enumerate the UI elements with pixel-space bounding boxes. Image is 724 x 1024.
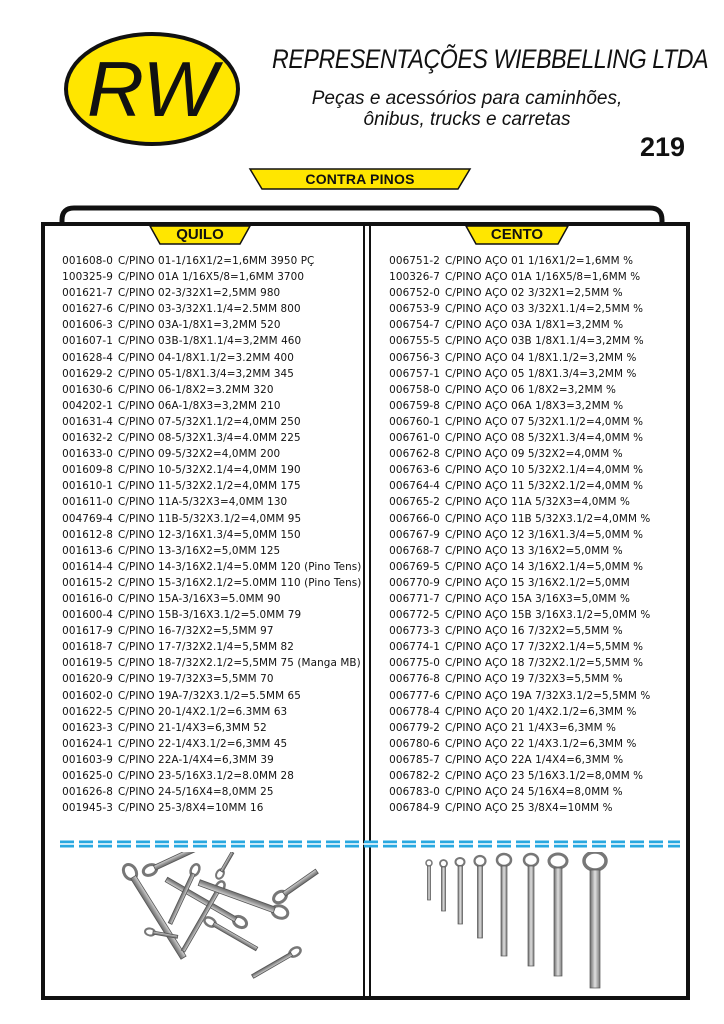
- item-description: C/PINO 10-5/32X2.1/4=4,0MM 190: [118, 464, 301, 477]
- list-item: [50, 382, 361, 398]
- item-code: 001603-9: [62, 753, 113, 766]
- list-item: [378, 671, 650, 687]
- item-code: 001616-0: [62, 592, 113, 605]
- item-code: 006783-0: [389, 786, 440, 799]
- list-item: [378, 414, 650, 430]
- item-description: C/PINO AÇO 15 3/16X2.1/2=5,0MM: [445, 576, 630, 589]
- item-description: C/PINO 11B-5/32X3.1/2=4,0MM 95: [118, 512, 302, 525]
- list-item: [378, 382, 650, 398]
- item-description: C/PINO AÇO 21 1/4X3=6,3MM %: [445, 721, 617, 734]
- item-description: C/PINO AÇO 14 3/16X2.1/4=5,0MM %: [445, 560, 644, 573]
- list-item: [50, 398, 361, 414]
- list-item: [50, 350, 361, 366]
- list-item: [50, 559, 361, 575]
- item-code: 001602-0: [62, 689, 113, 702]
- company-name: REPRESENTAÇÕES WIEBBELLING LTDA: [272, 44, 709, 74]
- list-item: [50, 623, 361, 639]
- list-item: [378, 494, 650, 510]
- item-code: 001606-3: [62, 319, 113, 332]
- list-item: [50, 543, 361, 559]
- item-description: C/PINO AÇO 06A 1/8X3=3,2MM %: [445, 399, 624, 412]
- item-code: 001619-5: [62, 657, 113, 670]
- list-item: [378, 720, 650, 736]
- item-description: C/PINO AÇO 20 1/4X2.1/2=6,3MM %: [445, 705, 637, 718]
- item-description: C/PINO 21-1/4X3=6,3MM 52: [118, 721, 267, 734]
- list-item: [50, 366, 361, 382]
- list-item: [378, 575, 650, 591]
- item-code: 001614-4: [62, 560, 113, 573]
- item-description: C/PINO 19A-7/32X3.1/2=5.5MM 65: [118, 689, 301, 702]
- item-code: 006768-7: [389, 544, 440, 557]
- page-number: 219: [640, 132, 686, 162]
- list-item: [378, 350, 650, 366]
- item-code: 006752-0: [389, 287, 440, 300]
- cotter-pins-scattered-image: [90, 852, 340, 987]
- list-item: [378, 688, 650, 704]
- list-item: [378, 301, 650, 317]
- item-description: C/PINO AÇO 25 3/8X4=10MM %: [445, 802, 613, 815]
- item-code: 001626-8: [62, 786, 113, 799]
- item-code: 006766-0: [389, 512, 440, 525]
- item-code: 006760-1: [389, 415, 440, 428]
- item-description: C/PINO AÇO 09 5/32X2=4,0MM %: [445, 448, 623, 461]
- list-item: [378, 462, 650, 478]
- list-item: [50, 720, 361, 736]
- item-description: C/PINO 03-3/32X1.1/4=2.5MM 800: [118, 303, 301, 316]
- item-description: C/PINO 15-3/16X2.1/2=5.0MM 110 (Pino Tens): [118, 576, 362, 589]
- item-code: 006761-0: [389, 432, 440, 445]
- item-code: 001625-0: [62, 770, 113, 782]
- item-description: C/PINO AÇO 11B 5/32X3.1/2=4,0MM %: [445, 512, 651, 525]
- list-item: [50, 591, 361, 607]
- item-description: C/PINO 03B-1/8X1.1/4=3,2MM 460: [118, 335, 302, 348]
- item-code: 006780-6: [389, 737, 440, 750]
- cotter-pins-sizes-image: [410, 852, 640, 992]
- list-item: [378, 527, 650, 543]
- item-code: 006777-6: [389, 689, 440, 702]
- item-code: 006769-5: [389, 560, 440, 573]
- item-description: C/PINO 13-3/16X2=5,0MM 125: [118, 544, 281, 557]
- list-item: [50, 671, 361, 687]
- item-description: C/PINO AÇO 17 7/32X2.1/4=5,5MM %: [445, 641, 644, 654]
- item-description: C/PINO 19-7/32X3=5,5MM 70: [118, 673, 274, 686]
- item-description: C/PINO 11A-5/32X3=4,0MM 130: [118, 496, 288, 509]
- item-code: 001624-1: [62, 737, 113, 750]
- item-code: 001945-3: [62, 802, 113, 815]
- item-code: 006782-2: [389, 770, 440, 782]
- item-code: 006776-8: [389, 673, 440, 686]
- item-description: C/PINO 04-1/8X1.1/2=3.2MM 400: [118, 351, 294, 364]
- item-description: C/PINO AÇO 07 5/32X1.1/2=4,0MM %: [445, 415, 644, 428]
- list-item: [50, 752, 361, 768]
- item-code: 001623-3: [62, 721, 113, 734]
- item-description: C/PINO 03A-1/8X1=3,2MM 520: [118, 319, 281, 332]
- list-item: [50, 784, 361, 800]
- item-description: C/PINO AÇO 01A 1/16X5/8=1,6MM %: [445, 271, 641, 284]
- item-code: 006774-1: [389, 641, 440, 654]
- list-item: [378, 623, 650, 639]
- item-description: C/PINO AÇO 23 5/16X3.1/2=8,0MM %: [445, 770, 644, 782]
- item-description: C/PINO AÇO 08 5/32X1.3/4=4,0MM %: [445, 432, 644, 445]
- list-item: [50, 446, 361, 462]
- item-description: C/PINO AÇO 01 1/16X1/2=1,6MM %: [445, 255, 634, 267]
- list-item: [50, 462, 361, 478]
- list-item: [378, 398, 650, 414]
- item-description: C/PINO AÇO 05 1/8X1.3/4=3,2MM %: [445, 367, 637, 380]
- item-description: C/PINO 01A 1/16X5/8=1,6MM 3700: [118, 271, 305, 284]
- list-item: [50, 607, 361, 623]
- list-item: [378, 478, 650, 494]
- item-code: 001617-9: [62, 625, 113, 638]
- list-item: [378, 253, 650, 269]
- item-code: 001607-1: [62, 335, 113, 348]
- list-item: [50, 414, 361, 430]
- list-item: [50, 494, 361, 510]
- item-code: 001600-4: [62, 609, 113, 622]
- list-item: [378, 736, 650, 752]
- item-description: C/PINO 22A-1/4X4=6,3MM 39: [118, 753, 274, 766]
- list-item: [50, 285, 361, 301]
- product-list-cento: [378, 253, 650, 816]
- list-item: [378, 430, 650, 446]
- list-item: [50, 333, 361, 349]
- list-item: [50, 655, 361, 671]
- item-description: C/PINO 09-5/32X2=4,0MM 200: [118, 448, 281, 461]
- column-label-cento: CENTO: [490, 226, 544, 243]
- logo-text: RW: [87, 45, 224, 133]
- item-description: C/PINO 18-7/32X2.1/2=5,5MM 75 (Manga MB): [118, 657, 361, 670]
- item-description: C/PINO AÇO 11 5/32X2.1/2=4,0MM %: [445, 480, 644, 493]
- item-code: 001632-2: [62, 432, 113, 445]
- item-code: 001615-2: [62, 576, 113, 589]
- item-code: 100326-7: [389, 271, 440, 284]
- item-code: 006775-0: [389, 657, 440, 670]
- item-description: C/PINO 24-5/16X4=8,0MM 25: [118, 786, 274, 799]
- item-code: 001628-4: [62, 351, 113, 364]
- item-code: 006759-8: [389, 399, 440, 412]
- item-code: 006756-3: [389, 351, 440, 364]
- list-item: [50, 430, 361, 446]
- item-description: C/PINO 17-7/32X2.1/4=5,5MM 82: [118, 641, 294, 654]
- item-code: 006770-9: [389, 576, 440, 589]
- item-description: C/PINO 14-3/16X2.1/4=5.0MM 120 (Pino Tens): [118, 560, 362, 573]
- list-item: [378, 559, 650, 575]
- item-code: 001610-1: [62, 480, 113, 493]
- item-code: 006758-0: [389, 383, 440, 396]
- item-description: C/PINO AÇO 03B 1/8X1.1/4=3,2MM %: [445, 335, 644, 348]
- list-item: [50, 301, 361, 317]
- item-code: 006773-3: [389, 625, 440, 638]
- item-description: C/PINO 22-1/4X3.1/2=6,3MM 45: [118, 737, 288, 750]
- list-item: [378, 607, 650, 623]
- list-item: [50, 736, 361, 752]
- item-description: C/PINO 23-5/16X3.1/2=8.0MM 28: [118, 770, 294, 782]
- item-description: C/PINO AÇO 06 1/8X2=3,2MM %: [445, 383, 617, 396]
- item-description: C/PINO AÇO 18 7/32X2.1/2=5,5MM %: [445, 657, 644, 670]
- item-description: C/PINO 05-1/8X1.3/4=3,2MM 345: [118, 367, 294, 380]
- list-item: [378, 639, 650, 655]
- item-code: 001612-8: [62, 528, 113, 541]
- item-code: 001608-0: [62, 255, 113, 267]
- item-code: 001611-0: [62, 496, 113, 509]
- item-code: 001621-7: [62, 287, 113, 300]
- item-description: C/PINO 11-5/32X2.1/2=4,0MM 175: [118, 480, 301, 493]
- list-item: [378, 366, 650, 382]
- list-item: [50, 269, 361, 285]
- item-description: C/PINO AÇO 24 5/16X4=8,0MM %: [445, 786, 623, 799]
- item-description: C/PINO AÇO 10 5/32X2.1/4=4,0MM %: [445, 464, 644, 477]
- list-item: [378, 511, 650, 527]
- item-description: C/PINO AÇO 12 3/16X1.3/4=5,0MM %: [445, 528, 644, 541]
- list-item: [378, 269, 650, 285]
- list-item: [378, 784, 650, 800]
- list-item: [378, 317, 650, 333]
- item-description: C/PINO AÇO 22 1/4X3.1/2=6,3MM %: [445, 737, 637, 750]
- item-code: 006753-9: [389, 303, 440, 316]
- item-description: C/PINO AÇO 16 7/32X2=5,5MM %: [445, 625, 623, 638]
- item-description: C/PINO 20-1/4X2.1/2=6.3MM 63: [118, 705, 288, 718]
- item-code: 006767-9: [389, 528, 440, 541]
- item-code: 004202-1: [62, 399, 113, 412]
- list-item: [50, 575, 361, 591]
- item-description: C/PINO 01-1/16X1/2=1,6MM 3950 PÇ: [118, 255, 315, 267]
- item-code: 100325-9: [62, 271, 113, 284]
- list-item: [378, 800, 650, 816]
- list-item: [50, 317, 361, 333]
- item-code: 004769-4: [62, 512, 113, 525]
- item-description: C/PINO AÇO 11A 5/32X3=4,0MM %: [445, 496, 630, 509]
- item-code: 006765-2: [389, 496, 440, 509]
- list-item: [50, 688, 361, 704]
- item-description: C/PINO AÇO 19A 7/32X3.1/2=5,5MM %: [445, 689, 651, 702]
- item-description: C/PINO AÇO 15A 3/16X3=5,0MM %: [445, 592, 630, 605]
- item-code: 006784-9: [389, 802, 440, 815]
- item-code: 006757-1: [389, 367, 440, 380]
- item-description: C/PINO 16-7/32X2=5,5MM 97: [118, 625, 274, 638]
- item-description: C/PINO 15B-3/16X3.1/2=5.0MM 79: [118, 609, 302, 622]
- list-item: [378, 768, 650, 784]
- item-code: 006778-4: [389, 705, 440, 718]
- item-description: C/PINO AÇO 03A 1/8X1=3,2MM %: [445, 319, 624, 332]
- item-description: C/PINO 08-5/32X1.3/4=4.0MM 225: [118, 432, 301, 445]
- item-code: 006751-2: [389, 255, 440, 267]
- list-item: [378, 591, 650, 607]
- item-description: C/PINO AÇO 13 3/16X2=5,0MM %: [445, 544, 623, 557]
- item-code: 001631-4: [62, 415, 113, 428]
- item-code: 001629-2: [62, 367, 113, 380]
- item-code: 006785-7: [389, 753, 440, 766]
- list-item: [50, 639, 361, 655]
- item-description: C/PINO 06-1/8X2=3.2MM 320: [118, 383, 274, 396]
- item-code: 001633-0: [62, 448, 113, 461]
- item-description: C/PINO 15A-3/16X3=5.0MM 90: [118, 592, 281, 605]
- item-description: C/PINO 07-5/32X1.1/2=4,0MM 250: [118, 415, 301, 428]
- item-code: 006772-5: [389, 609, 440, 622]
- item-code: 006762-8: [389, 448, 440, 461]
- product-list-quilo: [50, 253, 361, 816]
- list-item: [378, 655, 650, 671]
- item-code: 001613-6: [62, 544, 113, 557]
- tagline-line-1: Peças e acessórios para caminhões,: [311, 88, 623, 109]
- list-item: [378, 446, 650, 462]
- item-description: C/PINO AÇO 03 3/32X1.1/4=2,5MM %: [445, 303, 644, 316]
- item-code: 006779-2: [389, 721, 440, 734]
- item-code: 006771-7: [389, 592, 440, 605]
- list-item: [50, 478, 361, 494]
- item-code: 001620-9: [62, 673, 113, 686]
- item-code: 001622-5: [62, 705, 113, 718]
- item-description: C/PINO 25-3/8X4=10MM 16: [118, 802, 264, 815]
- item-code: 001630-6: [62, 383, 113, 396]
- list-item: [378, 543, 650, 559]
- item-description: C/PINO 12-3/16X1.3/4=5,0MM 150: [118, 528, 301, 541]
- item-description: C/PINO 06A-1/8X3=3,2MM 210: [118, 399, 281, 412]
- list-item: [378, 285, 650, 301]
- section-title: CONTRA PINOS: [305, 171, 415, 187]
- list-item: [378, 333, 650, 349]
- item-description: C/PINO AÇO 19 7/32X3=5,5MM %: [445, 673, 623, 686]
- column-label-quilo: QUILO: [176, 226, 224, 243]
- list-item: [378, 752, 650, 768]
- list-item: [378, 704, 650, 720]
- item-code: 006763-6: [389, 464, 440, 477]
- list-item: [50, 768, 361, 784]
- item-code: 006754-7: [389, 319, 440, 332]
- tagline-line-2: ônibus, trucks e carretas: [363, 109, 571, 130]
- item-code: 006764-4: [389, 480, 440, 493]
- item-description: C/PINO AÇO 02 3/32X1=2,5MM %: [445, 287, 623, 300]
- list-item: [50, 800, 361, 816]
- item-description: C/PINO AÇO 22A 1/4X4=6,3MM %: [445, 753, 624, 766]
- item-description: C/PINO AÇO 04 1/8X1.1/2=3,2MM %: [445, 351, 637, 364]
- list-item: [50, 704, 361, 720]
- list-item: [50, 511, 361, 527]
- list-item: [50, 253, 361, 269]
- list-item: [50, 527, 361, 543]
- item-description: C/PINO 02-3/32X1=2,5MM 980: [118, 287, 281, 300]
- item-code: 001609-8: [62, 464, 113, 477]
- item-description: C/PINO AÇO 15B 3/16X3.1/2=5,0MM %: [445, 609, 651, 622]
- item-code: 001627-6: [62, 303, 113, 316]
- item-code: 006755-5: [389, 335, 440, 348]
- item-code: 001618-7: [62, 641, 113, 654]
